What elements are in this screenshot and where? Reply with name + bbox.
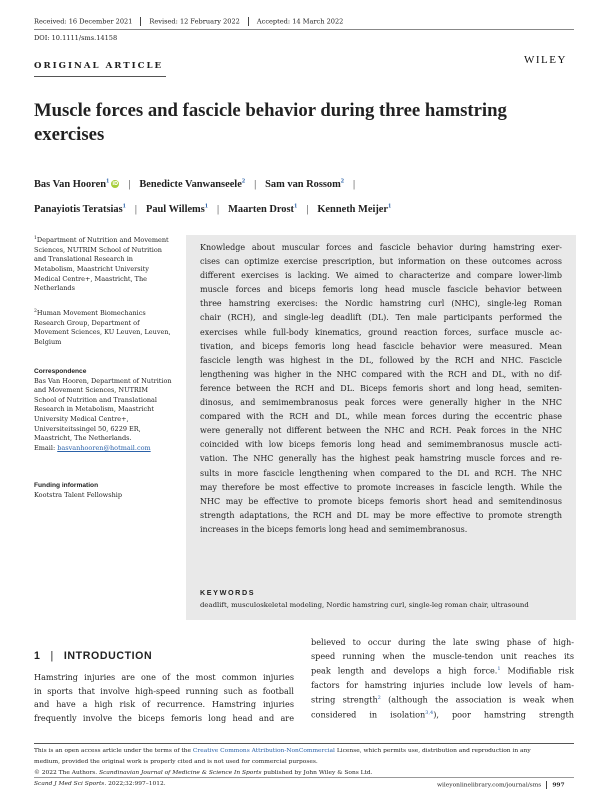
article-dates <box>34 17 343 26</box>
abstract-line: three hamstring exercises: the Nordic hamstring curl (NHC), single-leg Roman <box>200 299 562 309</box>
license-link[interactable]: Creative Commons Attribution-NonCommercial <box>192 748 335 754</box>
abstract-text <box>200 241 562 537</box>
footer-rule-2 <box>34 777 574 778</box>
abstract-box <box>186 235 576 620</box>
abstract-line: lengthening was higher in the NHC compared with the RCH and DL, with no dif- <box>200 369 562 379</box>
citation-ref[interactable]: 1 <box>497 666 501 673</box>
abstract-line: Knowledge about muscular forces and fascicle behavior during hamstring exer- <box>200 243 562 252</box>
revised-date: Revised: 12 February 2022 <box>149 17 240 26</box>
correspondence-heading: Correspondence <box>34 368 87 375</box>
funding-text: Kootstra Talent Fellowship <box>34 490 123 499</box>
citation-ref[interactable]: 3,4 <box>425 710 434 717</box>
correspondence: Correspondence Bas Van Hooren, Department of Nutrition and Movement Sciences, NUTRIM School of Nutrition and Translational Research in Metabolism, Maastricht University Medical Centre+, Universiteitssingel 50, 6229 ER, Maastricht, The Netherlands. Email: basvanhooren@hotmail.com <box>34 368 172 452</box>
abstract-line: exercises while full-body kinematics, ground reaction forces, surface muscle ac- <box>200 327 562 337</box>
publisher-logo: WILEY <box>524 54 567 66</box>
citation-ref[interactable]: 2 <box>377 695 381 702</box>
abstract-line: fascicle length was highest in the DL, followed by the RCH and NHC. Fascicle <box>200 355 562 365</box>
article-type-rule <box>34 76 166 77</box>
accepted-date: Accepted: 14 March 2022 <box>256 17 344 26</box>
intro-line: Hamstring injuries are one of the most common injuries <box>34 672 294 682</box>
abstract-line: chair (RCH), and single-leg deadlift (DL). Ten male participants performed the <box>200 313 562 323</box>
abstract-line: dinosus, and semimembranosus peak forces were generally higher in the NHC <box>200 398 562 408</box>
license-note: This is an open access article under the terms of the Creative Commons Attribution-NonCommercial License, which permits use, distribution and reproduction in any medium, provided the original work is properly cited and is not used for commercial purposes. © 2022 The Authors. Scandinavian Journal of Medicine & Science In Sports published by John Wiley & Sons Ltd. <box>34 748 531 776</box>
keywords-heading: KEYWORDS <box>200 588 256 597</box>
abstract-line: cises can optimize exercise prescription, but information on these outcomes across <box>200 257 562 267</box>
funding <box>34 481 172 500</box>
abstract-line: increases in the biceps femoris long head and semimembranosus. <box>200 524 468 534</box>
journal-citation: Scand J Med Sci Sports. 2022;32:997–1012. <box>34 781 166 787</box>
article-title: Muscle forces and fascicle behavior during three hamstring exercises <box>34 100 507 145</box>
author[interactable]: Benedicte Vanwanseele$^2$ <box>139 178 246 191</box>
correspondence-text: Bas Van Hooren, Department of Nutrition and Movement Sciences, NUTRIM School of Nutrition and Translational Research in Metabolism, Maastricht University Medical Centre+, Universiteitssingel 50, 6229 ER, Maastricht, The Netherlands. <box>34 376 172 443</box>
abstract-line: NHC may be effective to promote biceps femoris short head and semitendinosus <box>200 496 562 506</box>
affiliation-1: $^1$Department of Nutrition and Movement Sciences, NUTRIM School of Nutrition and Translational Research in Metabolism, Maastricht University Medical Centre+, Maastricht, The Netherlands <box>34 236 169 293</box>
journal-url-link[interactable]: wileyonlinelibrary.com/journal/sms <box>437 782 542 789</box>
abstract-line: were generally not different between the NHC and RCH. Peak forces in the NHC <box>200 426 562 436</box>
abstract-line: tivation, and biceps femoris long head fascicle behavior were measured. Mean <box>200 341 562 351</box>
email-link[interactable]: basvanhooren@hotmail.com <box>57 443 151 452</box>
affiliation-2: $^2$Human Movement Biomechanics Research Group, Department of Movement Sciences, KU Leuven, Leuven, Belgium <box>34 309 171 346</box>
abstract-line: vation. The NHC generally has the highest peak hamstring muscle forces and re- <box>200 454 562 464</box>
article-type: ORIGINAL ARTICLE <box>34 61 164 71</box>
author[interactable]: Maarten Drost$^1$ <box>228 202 298 215</box>
author[interactable]: Paul Willems$^1$ <box>145 202 209 215</box>
intro-column-2: believed to occur during the late swing phase of high- speed running when the muscle-tendon unit reaches its peak length and develops a high force.$^1$ Modifiable risk factors for hamstring injuries include low levels of ham- string strength$^2$ (although the association is weak when considered in isolation$^{3,4}$), poor hamstring strength <box>311 637 575 721</box>
abstract-line: muscle forces and biceps femoris long head muscle fascicle behavior between <box>200 285 562 295</box>
doi[interactable]: DOI: 10.1111/sms.14158 <box>34 34 118 42</box>
intro-column-1 <box>34 671 294 725</box>
intro-line: frequently involve the biceps femoris long head and are <box>34 712 294 723</box>
abstract-line: sults in more fascicle lengthening when compared to the DL and RCH. The NHC <box>200 468 562 478</box>
page-number: 997 <box>552 781 565 789</box>
abstract-line: may therefore be most effective to promote increases in fascicle length. While the <box>200 482 562 492</box>
orcid-icon[interactable]: iD <box>112 181 119 188</box>
intro-line: and have a high risk of recurrence. Hamstring injuries <box>34 699 294 710</box>
funding-heading: Funding information <box>34 482 99 489</box>
abstract-line: coincided with low biceps femoris long head and semimembranosus muscle acti- <box>200 440 562 450</box>
section-heading: 1 | INTRODUCTION <box>34 650 153 662</box>
author-list: Bas Van Hooren$^1$ iD | Benedicte Vanwanseele$^2$ | Sam van Rossom$^2$ | Panayiotis Teratsias$^1$ | Paul Willems$^1$ | Maarten Drost$^1$ | Kenneth Meijer$^1$ <box>34 178 392 215</box>
abstract-line: different exercises is lacking. We aimed to characterize and compare lower-limb <box>200 271 562 281</box>
author[interactable]: Sam van Rossom$^2$ <box>265 178 345 191</box>
author[interactable]: Kenneth Meijer$^1$ <box>317 202 392 215</box>
journal-url <box>437 781 565 789</box>
abstract-line: compared with the RCH and DL, while mean forces during the eccentric phase <box>200 412 562 422</box>
footer-rule <box>34 743 574 744</box>
abstract-line: strength adaptations, the RCH and DL may be more effective to promote strength <box>200 510 562 520</box>
header-rule <box>34 29 574 30</box>
author[interactable]: Panayiotis Teratsias$^1$ <box>34 202 126 215</box>
abstract-line: ference between the RCH and DL. Biceps femoris short and long head, semiten- <box>200 383 562 393</box>
intro-line: in sports that involve high-speed running such as football <box>34 685 294 696</box>
author[interactable]: Bas Van Hooren$^1$ iD <box>34 178 119 191</box>
received-date: Received: 16 December 2021 <box>34 17 133 26</box>
keywords: deadlift, musculoskeletal modeling, Nordic hamstring curl, single-leg roman chair, ultrasound <box>200 601 529 609</box>
